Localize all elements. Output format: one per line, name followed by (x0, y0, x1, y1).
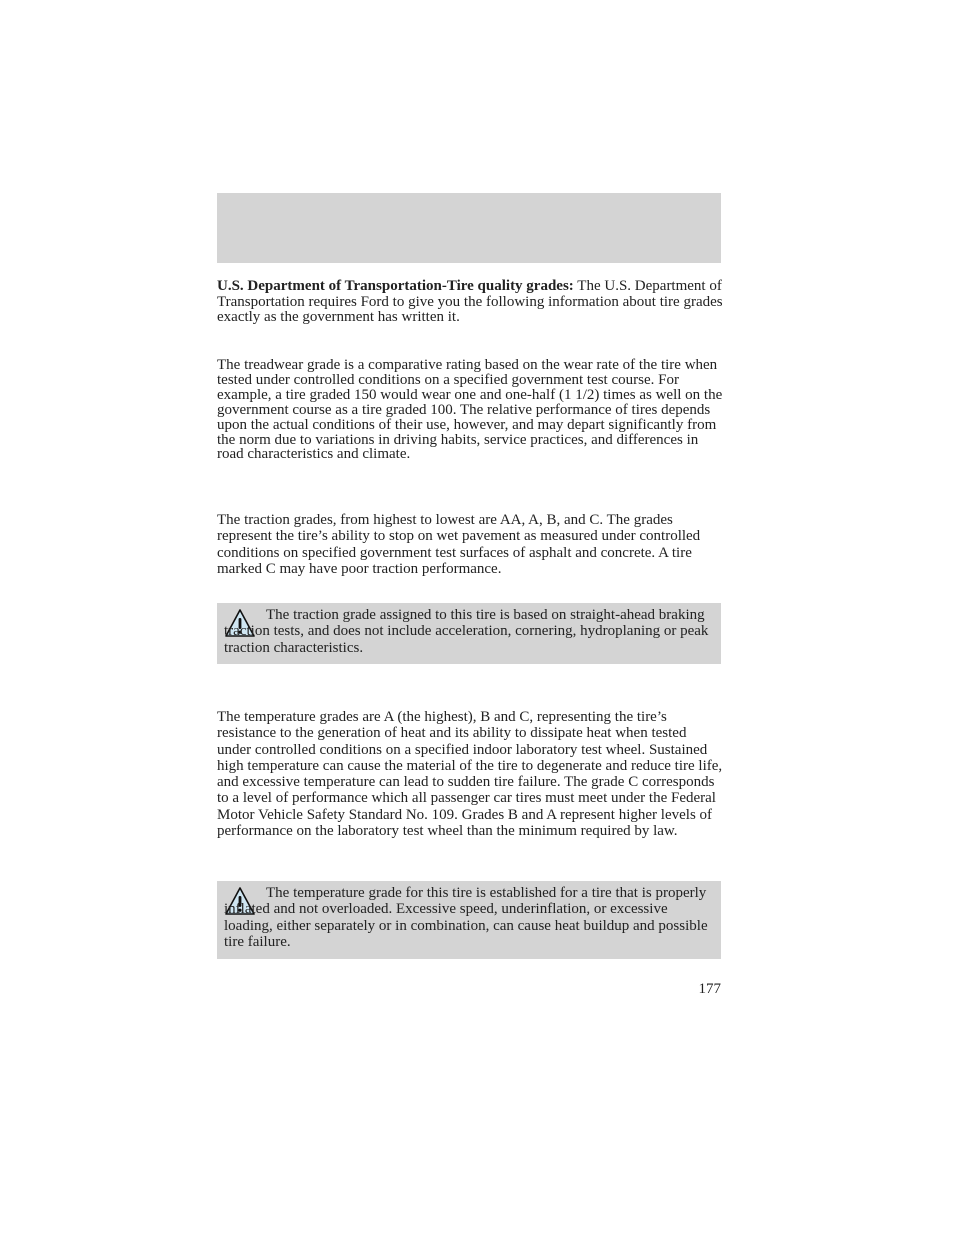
page-number: 177 (698, 981, 721, 997)
traction-warning-text (224, 607, 716, 656)
header-band (217, 193, 721, 263)
temperature-warning-body: The temperature grade for this tire is established for a tire that is properly inflated and not overloaded. Excessive speed, underinflation, or excessive loading, either separately or in combination, can cause heat buildup and possible tire failure. (224, 885, 708, 951)
traction-warning-box (217, 603, 721, 664)
temperature-warning-text (224, 885, 716, 951)
traction-paragraph: The traction grades, from highest to lowest are AA, A, B, and C. The grades represent the tire’s ability to stop on wet pavement as measured under controlled conditions on specified government test surfaces of asphalt and concrete. A tire marked C may have poor traction performance. (217, 512, 701, 578)
treadwear-paragraph: The treadwear grade is a comparative rating based on the wear rate of the tire when tested under controlled conditions on a specified government test course. For example, a tire graded 150 would wear one and one-half (1 1/2) times as well on the government course as a tire graded 100. The relative performance of tires depends upon the actual conditions of their use, however, and may depart significantly from the norm due to variations in driving habits, service practices, and differences in road characteristics and climate. (217, 357, 723, 463)
dot-tire-grades-intro (217, 279, 723, 326)
temperature-paragraph: The temperature grades are A (the highest), B and C, representing the tire’s resistance to the generation of heat and its ability to dissipate heat when tested under controlled conditions on a specified indoor laboratory test wheel. Sustained high temperature can cause the material of the tire to degenerate and reduce tire life, and excessive temperature can lead to sudden tire failure. The grade C corresponds to a level of performance which all passenger car tires must meet under the Federal Motor Vehicle Safety Standard No. 109. Grades B and A represent higher levels of performance on the laboratory test wheel than the minimum required by law. (217, 709, 723, 840)
temperature-warning-box (217, 881, 721, 959)
traction-warning-body: The traction grade assigned to this tire is based on straight-ahead braking traction tests, and does not include acceleration, cornering, hydroplaning or peak traction characteristics. (224, 607, 709, 656)
dot-heading: U.S. Department of Transportation-Tire quality grades: (217, 278, 574, 294)
dot-body: The U.S. Department of Transportation requires Ford to give you the following information about tire grades exactly as the government has written it. (217, 278, 723, 325)
